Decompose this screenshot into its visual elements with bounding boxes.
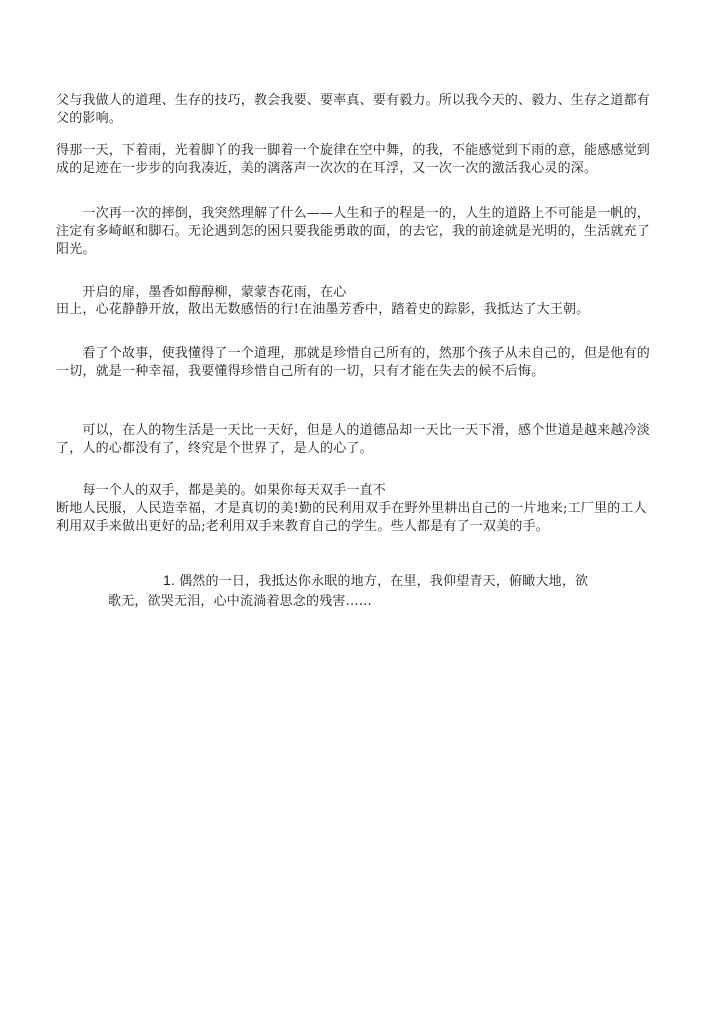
paragraph-6-line-1: 可以，在人的物生活是一天比一天好，但是人的道德品却一天比一天下滑，感个世道是越来越冷淡 <box>56 423 651 438</box>
list-item-text-1: 偶然的一日，我抵达你永眠的地方，在里，我仰望青天，俯瞰大地，欲 <box>179 574 589 589</box>
list-item-1-line-2: 歌无，欲哭无泪，心中流淌着思念的残害…… <box>108 594 373 609</box>
paragraph-7-line-3: 利用双手来做出更好的品;老利用双手来教育自己的学生。些人都是有了一双美的手。 <box>56 519 549 534</box>
list-item-1-line-1 <box>163 572 588 590</box>
paragraph-5-line-1: 看了个故事，使我懂得了一个道理，那就是珍惜自己所有的，然那个孩子从未自己的，但是他有的 <box>56 346 651 361</box>
paragraph-2-line-2: 成的足迹在一步步的向我凑近，美的漓落声一次次的在耳浮，又一次一次的激活我心灵的深。 <box>56 161 598 176</box>
paragraph-7-line-1: 每一个人的双手，都是美的。如果你每天双手一直不 <box>56 483 387 498</box>
list-number: 1. <box>163 572 176 588</box>
paragraph-1-line-1: 父与我做人的道理、生存的技巧，教会我要、要率真、要有毅力。所以我今天的、毅力、生存之道都有 <box>56 93 651 108</box>
paragraph-3-line-2: 注定有多崎岖和脚石。无论遇到怎的困只要我能勇敢的面，的去它，我的前途就是光明的，生活就充了 <box>56 224 651 239</box>
paragraph-1-line-2: 父的影响。 <box>56 111 123 126</box>
paragraph-7-line-2: 断地人民服，人民造幸福，才是真切的美!勤的民利用双手在野外里耕出自己的一片地来;工厂里的工人 <box>56 501 647 516</box>
paragraph-2-line-1: 得那一天，下着雨，光着脚丫的我一脚着一个旋律在空中舞，的我，不能感觉到下雨的意，能感感觉到 <box>56 143 651 158</box>
paragraph-4-line-2: 田上，心花静静开放，散出无数感悟的行!在油墨芳香中，踏着史的踪影，我抵达了大王朝。 <box>56 302 590 317</box>
paragraph-4-line-1: 开启的扉，墨香如醇醇柳，蒙蒙杏花雨，在心 <box>56 285 347 300</box>
paragraph-3-line-1: 一次再一次的摔倒，我突然理解了什么——人生和子的程是一的，人生的道路上不可能是一帆的， <box>56 206 651 221</box>
paragraph-3-line-3: 阳光。 <box>56 242 96 257</box>
paragraph-5-line-2: 一切，就是一种幸福，我要懂得珍惜自己所有的一切，只有才能在失去的候不后悔。 <box>56 364 545 379</box>
paragraph-6-line-2: 了，人的心都没有了，终究是个世界了，是人的心了。 <box>56 441 373 456</box>
